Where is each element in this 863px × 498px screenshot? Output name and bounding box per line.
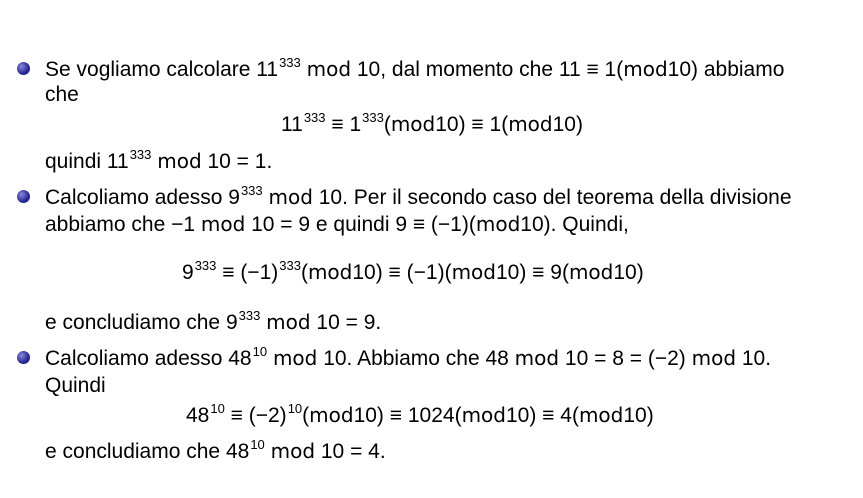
item-1-text-line-1: Se vogliamo calcolare $11^{333}$ mod 10, dal momento che 11 ≡ 1(mod10) abbiamo [45,55,785,81]
bullet-icon [17,62,30,75]
item-3-conclusion: e concludiamo che $48^{10}$ mod 10 = 4. [45,437,386,463]
item-2-text-line-1: Calcoliamo adesso $9^{333}$ mod 10. Per il secondo caso del teorema della divisione [45,183,792,209]
bullet-icon [17,190,30,203]
item-1-display-equation: $11^{333} \equiv 1^{333}(mod10) \equiv 1(mod10)$ [281,110,583,136]
item-2-conclusion: e concludiamo che $9^{333}$ mod 10 = 9. [45,308,382,334]
item-3-display-equation: $48^{10} \equiv (-2)^{10}(mod10) \equiv 1024(mod10) \equiv 4(mod10)$ [186,401,654,427]
item-1-conclusion: quindi $11^{333}$ mod 10 = 1. [45,147,273,173]
item-3-text-line-1: Calcoliamo adesso $48^{10}$ mod 10. Abbiamo che 48 mod 10 = 8 = (−2) mod 10. [45,344,772,370]
item-3-text-line-2: Quindi [45,374,106,397]
bullet-icon [17,351,30,364]
item-1-text-line-2: che [45,83,79,106]
item-2-display-equation: $9^{333} \equiv (-1)^{333}(mod10) \equiv (-1)(mod10) \equiv 9(mod10)$ [182,258,644,284]
item-2-text-line-2: abbiamo che −1 mod 10 = 9 e quindi 9 ≡ (−1)(mod10). Quindi, [45,212,629,236]
